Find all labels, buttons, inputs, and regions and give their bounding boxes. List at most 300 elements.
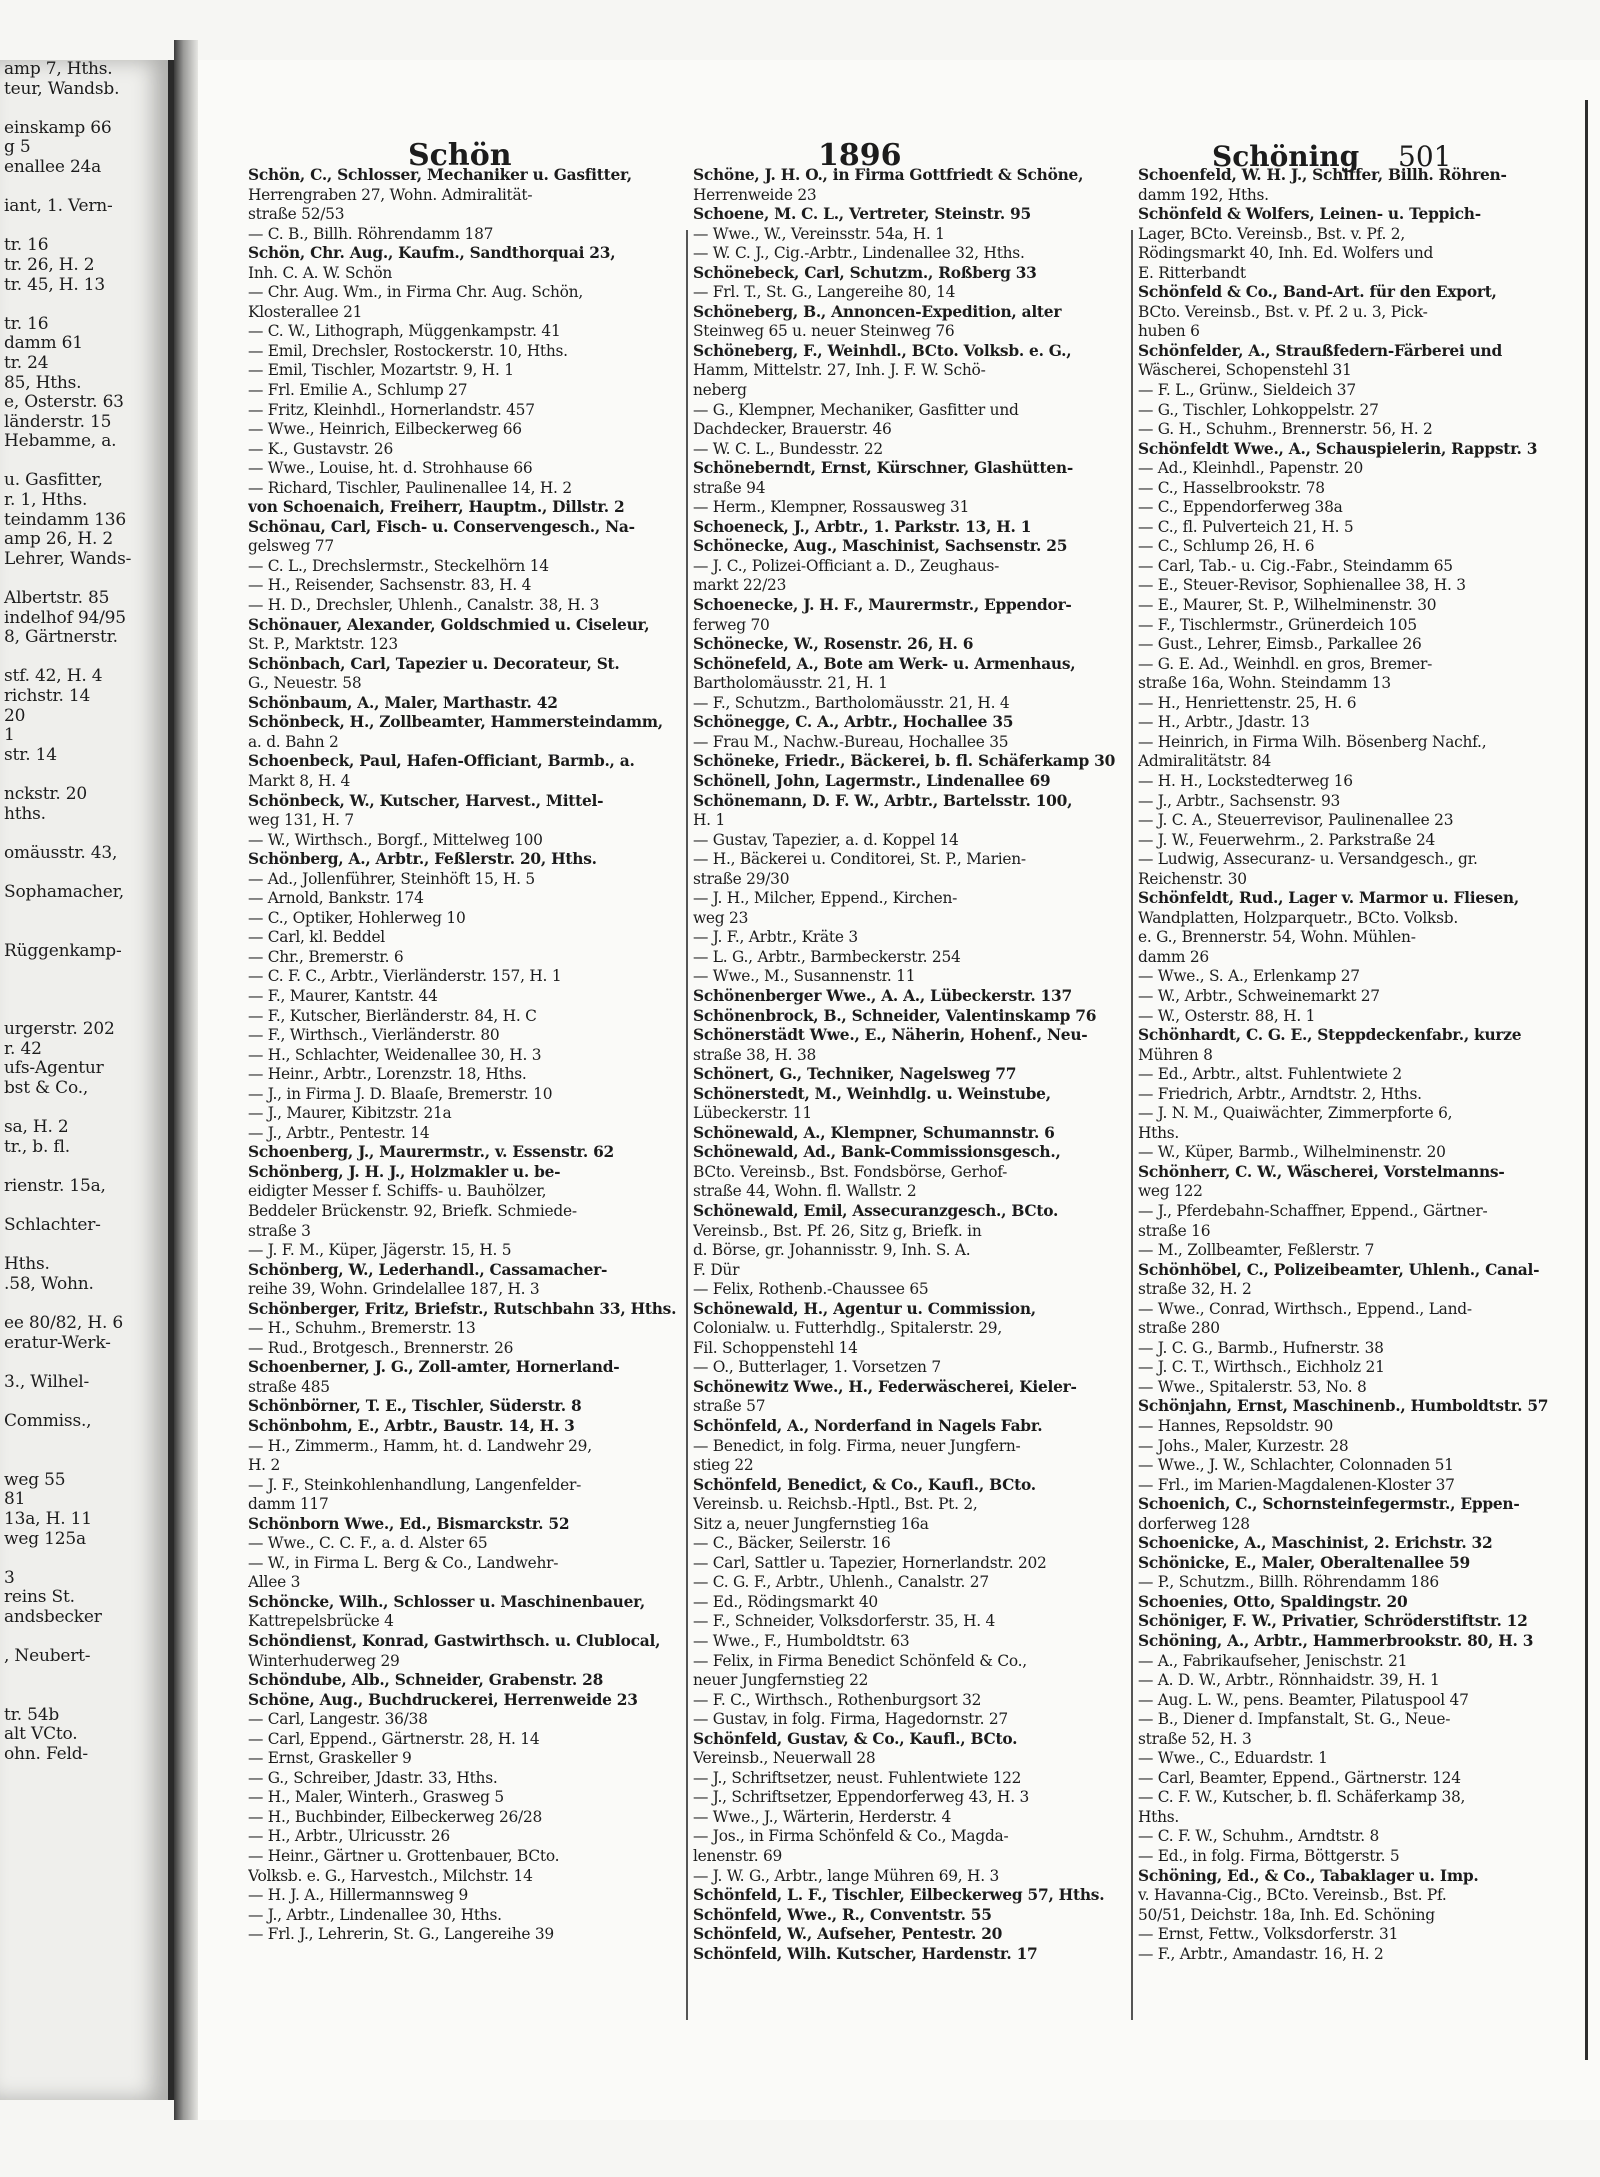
directory-entry: gelsweg 77	[248, 537, 334, 556]
directory-entry: — E., Maurer, St. P., Wilhelminenstr. 30	[1138, 596, 1437, 615]
prev-page-fragment: r. 42	[4, 1038, 42, 1059]
directory-entry: — Wwe., Louise, ht. d. Strohhause 66	[248, 459, 533, 478]
prev-page-fragment: Lehrer, Wands-	[4, 548, 132, 569]
directory-entry: — F., Schneider, Volksdorferstr. 35, H. 4	[693, 1612, 996, 1631]
directory-entry: Schöning, A., Arbtr., Hammerbrookstr. 80, H. 3	[1138, 1632, 1534, 1651]
directory-entry: e. G., Brennerstr. 54, Wohn. Mühlen-	[1138, 928, 1416, 947]
directory-entry: — Herm., Klempner, Rossausweg 31	[693, 498, 970, 517]
directory-entry: Schoenbeck, Paul, Hafen-Officiant, Barmb., a.	[248, 752, 635, 771]
directory-entry: straße 52/53	[248, 205, 345, 224]
directory-entry: — C. B., Billh. Röhrendamm 187	[248, 224, 494, 243]
directory-entry: Schönbeck, H., Zollbeamter, Hammersteindamm,	[248, 713, 663, 732]
directory-entry: ferweg 70	[693, 615, 770, 634]
directory-entry: — C. G. F., Arbtr., Uhlenh., Canalstr. 27	[693, 1573, 989, 1592]
directory-entry: — F., Schutzm., Bartholomäusstr. 21, H. 4	[693, 693, 1010, 712]
directory-entry: Schönenbrock, B., Schneider, Valentinskamp 76	[693, 1006, 1097, 1025]
directory-entry: Schönfeld, L. F., Tischler, Eilbeckerweg 57, Hths.	[693, 1886, 1105, 1905]
directory-entry: — Frl. Emilie A., Schlump 27	[248, 381, 468, 400]
directory-entry: Schönfeld, W., Aufseher, Pentestr. 20	[693, 1925, 1003, 1944]
directory-entry: — Wwe., C., Eduardstr. 1	[1138, 1749, 1328, 1768]
directory-entry: Herrenweide 23	[693, 185, 817, 204]
directory-entry: — F. L., Grünw., Sieldeich 37	[1138, 381, 1356, 400]
prev-page-fragment: e, Osterstr. 63	[4, 392, 124, 413]
directory-entry: — G., Klempner, Mechaniker, Gasfitter und	[693, 400, 1019, 419]
directory-entry: Schöndienst, Konrad, Gastwirthsch. u. Clublocal,	[248, 1632, 661, 1651]
directory-entry: — K., Gustavstr. 26	[248, 439, 393, 458]
directory-entry: — H., Bäckerei u. Conditorei, St. P., Marien-	[693, 850, 1026, 869]
prev-page-fragment: Schlachter-	[4, 1215, 101, 1236]
directory-entry: — J., Maurer, Kibitzstr. 21a	[248, 1104, 452, 1123]
prev-page-fragment	[0, 1001, 168, 1021]
directory-column-3	[1138, 166, 1572, 2066]
directory-entry: weg 23	[693, 908, 749, 927]
directory-entry: — Carl, Sattler u. Tapezier, Hornerlandstr. 202	[693, 1553, 1047, 1572]
directory-entry: Schönecke, Aug., Maschinist, Sachsenstr. 25	[693, 537, 1068, 556]
directory-entry: — Heinrich, in Firma Wilh. Bösenberg Nachf.,	[1138, 732, 1487, 751]
prev-page-fragment: amp 7, Hths.	[4, 60, 113, 79]
prev-page-fragment: 3., Wilhel-	[4, 1371, 90, 1392]
directory-entry: — Fritz, Kleinhdl., Hornerlandstr. 457	[248, 400, 535, 419]
directory-entry: — W. C. L., Bundesstr. 22	[693, 439, 883, 458]
directory-entry: Schönherr, C. W., Wäscherei, Vorstelmanns-	[1138, 1162, 1505, 1181]
directory-entry: — H., Arbtr., Ulricusstr. 26	[248, 1827, 450, 1846]
directory-entry: — P., Schutzm., Billh. Röhrendamm 186	[1138, 1573, 1439, 1592]
prev-page-fragment: Rüggenkamp-	[4, 940, 122, 961]
prev-page-fragment	[0, 1451, 168, 1471]
directory-entry: — W., Wirthsch., Borgf., Mittelweg 100	[248, 830, 543, 849]
directory-entry: — C., Bäcker, Seilerstr. 16	[693, 1534, 891, 1553]
directory-entry: — G. H., Schuhm., Brennerstr. 56, H. 2	[1138, 420, 1433, 439]
directory-entry: Klosterallee 21	[248, 302, 363, 321]
directory-entry: — C., Schlump 26, H. 6	[1138, 537, 1315, 556]
prev-page-fragment: weg 55	[4, 1469, 66, 1490]
prev-page-fragment: rienstr. 15a,	[4, 1175, 106, 1196]
directory-entry: — W., Küper, Barmb., Wilhelminenstr. 20	[1138, 1143, 1446, 1162]
prev-page-fragment: str. 14	[4, 744, 57, 765]
directory-entry: — H., Arbtr., Jdastr. 13	[1138, 713, 1310, 732]
directory-entry: a. d. Bahn 2	[248, 732, 339, 751]
prev-page-fragment	[0, 1667, 168, 1687]
directory-entry: — H. J. A., Hillermannsweg 9	[248, 1886, 469, 1905]
directory-entry: — J., Arbtr., Lindenallee 30, Hths.	[248, 1905, 502, 1924]
header-left-word: Schön	[408, 138, 512, 173]
directory-entry: — J. C. G., Barmb., Hufnerstr. 38	[1138, 1338, 1384, 1357]
directory-entry: Schönberg, W., Lederhandl., Cassamacher-	[248, 1260, 608, 1279]
directory-entry: — H., Reisender, Sachsenstr. 83, H. 4	[248, 576, 532, 595]
prev-page-fragment	[0, 99, 168, 119]
directory-entry: Schöncke, Wilh., Schlosser u. Maschinenbauer,	[248, 1592, 645, 1611]
directory-entry: — Chr. Aug. Wm., in Firma Chr. Aug. Schön,	[248, 283, 583, 302]
directory-entry: — Gustav, Tapezier, a. d. Koppel 14	[693, 830, 959, 849]
directory-entry: — Wwe., Conrad, Wirthsch., Eppend., Land-	[1138, 1299, 1472, 1318]
directory-entry: straße 52, H. 3	[1138, 1729, 1252, 1748]
directory-entry: — F., Wirthsch., Vierländerstr. 80	[248, 1026, 500, 1045]
directory-entry: — G., Schreiber, Jdastr. 33, Hths.	[248, 1768, 498, 1787]
prev-page-fragment: andsbecker	[4, 1606, 102, 1627]
prev-page-fragment	[0, 452, 168, 472]
prev-page-fragment: , Neubert-	[4, 1646, 91, 1667]
directory-entry: Fil. Schoppenstehl 14	[693, 1338, 858, 1357]
directory-entry: — G. E. Ad., Weinhdl. en gros, Bremer-	[1138, 654, 1433, 673]
prev-page-fragment: 81	[4, 1489, 26, 1510]
directory-entry: — H., Schuhm., Bremerstr. 13	[248, 1319, 476, 1338]
directory-entry: — Frl. T., St. G., Langereihe 80, 14	[693, 283, 956, 302]
directory-entry: Schönfeld, Gustav, & Co., Kaufl., BCto.	[693, 1729, 1018, 1748]
directory-entry: — W., in Firma L. Berg & Co., Landwehr-	[248, 1553, 559, 1572]
prev-page-fragment	[0, 178, 168, 198]
directory-entry: Schönborn Wwe., Ed., Bismarckstr. 52	[248, 1514, 570, 1533]
directory-entry: — Chr., Bremerstr. 6	[248, 947, 404, 966]
directory-entry: — F., Kutscher, Bierländerstr. 84, H. C	[248, 1006, 537, 1025]
directory-entry: — J., Schriftsetzer, Eppendorferweg 43, H. 3	[693, 1788, 1030, 1807]
directory-entry: — Frl. J., Lehrerin, St. G., Langereihe 39	[248, 1925, 554, 1944]
prev-page-fragment: teur, Wandsb.	[4, 78, 120, 99]
directory-entry: — A., Fabrikaufseher, Jenischstr. 21	[1138, 1651, 1408, 1670]
directory-entry: Dachdecker, Brauerstr. 46	[693, 420, 892, 439]
previous-page-edge	[0, 60, 174, 2100]
prev-page-fragment: 13a, H. 11	[4, 1508, 92, 1529]
prev-page-fragment: hths.	[4, 803, 46, 824]
directory-entry: — H. H., Lockstedterweg 16	[1138, 771, 1353, 790]
prev-page-fragment: indelhof 94/95	[4, 607, 126, 628]
directory-entry: dorferweg 128	[1138, 1514, 1250, 1533]
directory-entry: straße 57	[693, 1397, 766, 1416]
directory-entry: H. 2	[248, 1456, 280, 1475]
directory-entry: Lübeckerstr. 11	[693, 1104, 812, 1123]
prev-page-fragment	[0, 1549, 168, 1569]
directory-entry: Kattrepelsbrücke 4	[248, 1612, 394, 1631]
prev-page-fragment: Hths.	[4, 1254, 50, 1275]
directory-entry: — Wwe., M., Susannenstr. 11	[693, 967, 916, 986]
prev-page-fragment	[0, 1686, 168, 1706]
directory-entry: — J. W. G., Arbtr., lange Mühren 69, H. 3	[693, 1866, 1000, 1885]
directory-entry: Colonialw. u. Futterhdlg., Spitalerstr. 29,	[693, 1319, 1002, 1338]
directory-entry: straße 94	[693, 478, 766, 497]
directory-entry: Winterhuderweg 29	[248, 1651, 400, 1670]
directory-entry: eidigter Messer f. Schiffs- u. Bauhölzer,	[248, 1182, 547, 1201]
directory-entry: — Johs., Maler, Kurzestr. 28	[1138, 1436, 1349, 1455]
prev-page-fragment: länderstr. 15	[4, 411, 112, 432]
directory-entry: Schönfelder, A., Straußfedern-Färberei und	[1138, 341, 1502, 360]
directory-entry: Schönau, Carl, Fisch- u. Conservengesch., Na-	[248, 517, 635, 536]
directory-entry: Mühren 8	[1138, 1045, 1213, 1064]
prev-page-fragment: r. 1, Hths.	[4, 490, 88, 511]
directory-entry: — C. F. C., Arbtr., Vierländerstr. 157, H. 1	[248, 967, 562, 986]
directory-entry: Schoenicke, A., Maschinist, 2. Erichstr. 32	[1138, 1534, 1493, 1553]
directory-entry: Hths.	[1138, 1123, 1180, 1142]
directory-entry: — Emil, Drechsler, Rostockerstr. 10, Hths.	[248, 341, 568, 360]
directory-entry: — Emil, Tischler, Mozartstr. 9, H. 1	[248, 361, 514, 380]
directory-entry: — M., Zollbeamter, Feßlerstr. 7	[1138, 1241, 1375, 1260]
directory-entry: straße 32, H. 2	[1138, 1280, 1252, 1299]
directory-entry: straße 3	[248, 1221, 311, 1240]
directory-entry: — Ad., Kleinhdl., Papenstr. 20	[1138, 459, 1363, 478]
directory-entry: — Gustav, in folg. Firma, Hagedornstr. 27	[693, 1710, 1008, 1729]
directory-entry: F. Dür	[693, 1260, 740, 1279]
directory-entry: Schönerstädt Wwe., E., Näherin, Hohenf., Neu-	[693, 1026, 1088, 1045]
directory-entry: — Wwe., J., Wärterin, Herderstr. 4	[693, 1807, 952, 1826]
directory-entry: — Wwe., C. C. F., a. d. Alster 65	[248, 1534, 488, 1553]
directory-entry: — J. H., Milcher, Eppend., Kirchen-	[693, 889, 958, 908]
directory-entry: Schönewald, A., Klempner, Schumannstr. 6	[693, 1123, 1055, 1142]
directory-entry: Schönbach, Carl, Tapezier u. Decorateur, St.	[248, 654, 620, 673]
directory-entry: Schönauer, Alexander, Goldschmied u. Ciseleur,	[248, 615, 650, 634]
directory-entry: Schönemann, D. F. W., Arbtr., Bartelsstr. 100,	[693, 791, 1073, 810]
directory-entry: Beddeler Brückenstr. 92, Briefk. Schmiede-	[248, 1201, 577, 1220]
directory-entry: Schönegge, C. A., Arbtr., Hochallee 35	[693, 713, 1014, 732]
directory-entry: Schöniger, F. W., Privatier, Schröderstiftstr. 12	[1138, 1612, 1528, 1631]
directory-entry: E. Ritterbandt	[1138, 263, 1246, 282]
directory-entry: Herrengraben 27, Wohn. Admiralität-	[248, 185, 533, 204]
directory-entry: — W., Osterstr. 88, H. 1	[1138, 1006, 1316, 1025]
directory-entry: — Frl., im Marien-Magdalenen-Kloster 37	[1138, 1475, 1455, 1494]
directory-entry: Schoeneck, J., Arbtr., 1. Parkstr. 13, H. 1	[693, 517, 1032, 536]
prev-page-fragment	[0, 295, 168, 315]
directory-entry: — Heinr., Arbtr., Lorenzstr. 18, Hths.	[248, 1065, 527, 1084]
column-divider	[686, 230, 688, 2020]
directory-entry: Schönbörner, T. E., Tischler, Süderstr. 8	[248, 1397, 582, 1416]
prev-page-fragment: enallee 24a	[4, 156, 102, 177]
directory-entry: weg 131, H. 7	[248, 811, 354, 830]
directory-entry: — Carl, Eppend., Gärtnerstr. 28, H. 14	[248, 1729, 540, 1748]
prev-page-fragment	[0, 1236, 168, 1256]
directory-entry: — Carl, Beamter, Eppend., Gärtnerstr. 124	[1138, 1768, 1461, 1787]
prev-page-fragment: urgerstr. 202	[4, 1019, 115, 1040]
directory-entry: — Felix, Rothenb.-Chaussee 65	[693, 1280, 929, 1299]
prev-page-fragment: 1	[4, 725, 15, 746]
directory-entry: Schöneberndt, Ernst, Kürschner, Glashütten-	[693, 459, 1073, 478]
directory-entry: — Ed., in folg. Firma, Böttgerstr. 5	[1138, 1847, 1400, 1866]
directory-entry: Schöndube, Alb., Schneider, Grabenstr. 28	[248, 1671, 604, 1690]
directory-entry: straße 485	[248, 1377, 330, 1396]
directory-entry: Schönell, John, Lagermstr., Lindenallee 69	[693, 771, 1051, 790]
directory-entry: Lager, BCto. Vereinsb., Bst. v. Pf. 2,	[1138, 224, 1405, 243]
directory-entry: Schönhöbel, C., Polizeibeamter, Uhlenh., Canal-	[1138, 1260, 1540, 1279]
directory-entry: straße 16a, Wohn. Steindamm 13	[1138, 674, 1391, 693]
directory-entry: Vereinsb. u. Reichsb.-Hptl., Bst. Pt. 2,	[693, 1495, 978, 1514]
directory-entry: Schöneberg, B., Annoncen-Expedition, alter	[693, 302, 1062, 321]
directory-entry: — H., Schlachter, Weidenallee 30, H. 3	[248, 1045, 542, 1064]
directory-entry: — Ad., Jollenführer, Steinhöft 15, H. 5	[248, 869, 535, 888]
directory-entry: Vereinsb., Neuerwall 28	[693, 1749, 876, 1768]
directory-entry: — H., Buchbinder, Eilbeckerweg 26/28	[248, 1807, 543, 1826]
directory-entry: — F., Arbtr., Amandastr. 16, H. 2	[1138, 1944, 1384, 1963]
prev-page-fragment: tr. 45, H. 13	[4, 274, 106, 295]
directory-entry: Schönberg, A., Arbtr., Feßlerstr. 20, Hths.	[248, 850, 597, 869]
directory-entry: — C., Hasselbrookstr. 78	[1138, 478, 1325, 497]
directory-column-1	[248, 166, 682, 2066]
directory-entry: — H., Zimmerm., Hamm, ht. d. Landwehr 29,	[248, 1436, 592, 1455]
directory-entry: Admiralitätstr. 84	[1138, 752, 1272, 771]
prev-page-fragment: nckstr. 20	[4, 783, 88, 804]
prev-page-fragment: richstr. 14	[4, 686, 91, 706]
prev-page-fragment: ohn. Feld-	[4, 1744, 88, 1765]
directory-entry: Schönert, G., Techniker, Nagelsweg 77	[693, 1065, 1017, 1084]
directory-entry: — B., Diener d. Impfanstalt, St. G., Neue-	[1138, 1710, 1451, 1729]
prev-page-fragment: 20	[4, 705, 26, 726]
directory-entry: — Hannes, Repsoldstr. 90	[1138, 1417, 1334, 1435]
directory-entry: — Friedrich, Arbtr., Arndtstr. 2, Hths.	[1138, 1084, 1422, 1103]
directory-entry: Schönicke, E., Maler, Oberaltenallee 59	[1138, 1553, 1470, 1572]
directory-entry: Markt 8, H. 4	[248, 771, 351, 790]
directory-entry: BCto. Vereinsb., Bst. Fondsbörse, Gerhof-	[693, 1162, 1008, 1181]
directory-entry: 50/51, Deichstr. 18a, Inh. Ed. Schöning	[1138, 1905, 1435, 1924]
directory-entry: Bartholomäusstr. 21, H. 1	[693, 674, 888, 693]
directory-entry: — Felix, in Firma Benedict Schönfeld & Co.,	[693, 1651, 1027, 1670]
prev-page-fragment	[0, 1157, 168, 1177]
directory-entry: — J., Arbtr., Pentestr. 14	[248, 1123, 430, 1142]
prev-page-fragment: tr. 26, H. 2	[4, 254, 95, 275]
directory-entry: Schönfeldt Wwe., A., Schauspielerin, Rappstr. 3	[1138, 439, 1538, 458]
prev-page-fragment	[0, 1353, 168, 1373]
directory-entry: — F., Maurer, Kantstr. 44	[248, 986, 438, 1005]
prev-page-fragment: damm 61	[4, 333, 83, 354]
directory-entry: damm 26	[1138, 947, 1209, 966]
directory-entry: Allee 3	[248, 1573, 301, 1592]
prev-page-fragment: tr. 16	[4, 313, 49, 334]
directory-entry: Schoenich, C., Schornsteinfegermstr., Eppen-	[1138, 1495, 1520, 1514]
prev-page-fragment: iant, 1. Vern-	[4, 196, 113, 217]
directory-entry: Schönfeld, A., Norderfand in Nagels Fabr.	[693, 1417, 1043, 1435]
directory-entry: H. 1	[693, 811, 725, 830]
prev-page-fragment: sa, H. 2	[4, 1117, 69, 1138]
directory-entry: G., Neuestr. 58	[248, 674, 362, 693]
directory-entry: neuer Jungfernstieg 22	[693, 1671, 869, 1690]
directory-entry: Wandplatten, Holzparquetr., BCto. Volksb.	[1138, 908, 1458, 927]
directory-entry: — Ed., Arbtr., altst. Fuhlentwiete 2	[1138, 1065, 1402, 1084]
directory-entry: — Wwe., J. W., Schlachter, Colonnaden 51	[1138, 1456, 1454, 1475]
directory-entry: Schönewald, Ad., Bank-Commissionsgesch.,	[693, 1143, 1061, 1162]
directory-entry: Vereinsb., Bst. Pf. 26, Sitz g, Briefk. in	[693, 1221, 982, 1240]
prev-page-fragment: einskamp 66	[4, 117, 112, 138]
prev-page-fragment	[0, 1098, 168, 1118]
directory-entry: — Wwe., Heinrich, Eilbeckerweg 66	[248, 420, 522, 439]
column-divider	[1131, 230, 1133, 2020]
directory-entry: — O., Butterlager, 1. Vorsetzen 7	[693, 1358, 941, 1377]
directory-entry: damm 117	[248, 1495, 329, 1514]
prev-page-fragment	[0, 981, 168, 1001]
directory-entry: — Gust., Lehrer, Eimsb., Parkallee 26	[1138, 635, 1422, 654]
directory-entry: Schön, C., Schlosser, Mechaniker u. Gasfitter,	[248, 166, 632, 184]
directory-entry: Inh. C. A. W. Schön	[248, 263, 393, 282]
prev-page-fragment: 3	[4, 1567, 15, 1588]
directory-entry: Schönewitz Wwe., H., Federwäscherei, Kieler-	[693, 1377, 1077, 1396]
directory-entry: — Heinr., Gärtner u. Grottenbauer, BCto.	[248, 1847, 560, 1866]
directory-entry: — F., Tischlermstr., Grünerdeich 105	[1138, 615, 1417, 634]
directory-entry: Schönhardt, C. G. E., Steppdeckenfabr., kurze	[1138, 1026, 1522, 1045]
directory-entry: Schön, Chr. Aug., Kaufm., Sandthorquai 23,	[248, 244, 616, 263]
prev-page-fragment: reins St.	[4, 1587, 75, 1608]
directory-entry: weg 122	[1138, 1182, 1203, 1201]
directory-entry: — J. F., Arbtr., Kräte 3	[693, 928, 858, 947]
directory-entry: — J. C., Polizei-Officiant a. D., Zeughaus-	[693, 556, 1000, 575]
prev-page-fragment	[0, 1294, 168, 1314]
directory-entry: — F. C., Wirthsch., Rothenburgsort 32	[693, 1690, 982, 1709]
directory-entry: Rödingsmarkt 40, Inh. Ed. Wolfers und	[1138, 244, 1434, 263]
directory-entry: — Arnold, Bankstr. 174	[248, 889, 424, 908]
prev-page-fragment: tr., b. fl.	[4, 1136, 70, 1157]
directory-entry: — A. D. W., Arbtr., Rönnhaidstr. 39, H. 1	[1138, 1671, 1440, 1690]
prev-page-fragment	[0, 903, 168, 923]
directory-entry: — C. F. W., Schuhm., Arndtstr. 8	[1138, 1827, 1380, 1846]
book-gutter	[174, 40, 198, 2120]
directory-entry: — H. D., Drechsler, Uhlenh., Canalstr. 38, H. 3	[248, 596, 600, 615]
directory-entry: — Jos., in Firma Schönfeld & Co., Magda-	[693, 1827, 1009, 1846]
directory-entry: — Benedict, in folg. Firma, neuer Jungfern-	[693, 1436, 1021, 1455]
directory-entry: — C., Optiker, Hohlerweg 10	[248, 908, 466, 927]
directory-entry: — W. C. J., Cig.-Arbtr., Lindenallee 32, Hths.	[693, 244, 1025, 263]
directory-entry: huben 6	[1138, 322, 1200, 341]
prev-page-fragment	[0, 824, 168, 844]
prev-page-fragment: Albertstr. 85	[4, 588, 110, 609]
prev-page-fragment	[0, 922, 168, 942]
directory-entry: Schönberger, Fritz, Briefstr., Rutschbahn 33, Hths.	[248, 1299, 677, 1318]
directory-entry: — C. L., Drechslermstr., Steckelhörn 14	[248, 556, 549, 575]
directory-entry: — E., Steuer-Revisor, Sophienallee 38, H. 3	[1138, 576, 1466, 595]
prev-page-fragment	[0, 1628, 168, 1648]
directory-entry: — Wwe., W., Vereinsstr. 54a, H. 1	[693, 224, 945, 243]
prev-page-fragment: teindamm 136	[4, 509, 126, 530]
prev-page-fragment: 85, Hths.	[4, 372, 82, 393]
prev-page-fragment: omäusstr. 43,	[4, 842, 118, 863]
directory-entry: Schönewald, H., Agentur u. Commission,	[693, 1299, 1036, 1318]
directory-entry: — Aug. L. W., pens. Beamter, Pilatuspool 47	[1138, 1690, 1469, 1709]
directory-entry: straße 280	[1138, 1319, 1220, 1338]
prev-page-fragment	[0, 1432, 168, 1452]
directory-entry: — Ernst, Fettw., Volksdorferstr. 31	[1138, 1925, 1399, 1944]
prev-page-fragment: tr. 54b	[4, 1704, 60, 1725]
directory-entry: — J., in Firma J. D. Blaaſe, Bremerstr. 10	[248, 1084, 553, 1103]
directory-entry: Schöne, J. H. O., in Firma Gottfriedt & Schöne,	[693, 166, 1084, 184]
directory-entry: St. P., Marktstr. 123	[248, 635, 398, 654]
directory-entry: Schoenberg, J., Maurermstr., v. Essenstr. 62	[248, 1143, 615, 1162]
directory-page	[198, 60, 1600, 2120]
directory-entry: — Wwe., F., Humboldtstr. 63	[693, 1632, 910, 1651]
directory-entry: markt 22/23	[693, 576, 787, 595]
directory-entry: — C. W., Lithograph, Müggenkampstr. 41	[248, 322, 561, 341]
prev-page-fragment: Commiss.,	[4, 1410, 92, 1431]
directory-entry: neberg	[693, 381, 747, 400]
directory-entry: — J. C. T., Wirthsch., Eichholz 21	[1138, 1358, 1385, 1377]
directory-entry: — J. N. M., Quaiwächter, Zimmerpforte 6,	[1138, 1104, 1453, 1123]
directory-entry: stieg 22	[693, 1456, 754, 1475]
directory-entry: Sitz a, neuer Jungfernstieg 16a	[693, 1514, 929, 1533]
prev-page-fragment: Hebamme, a.	[4, 431, 117, 452]
directory-entry: Schönefeld, A., Bote am Werk- u. Armenhaus,	[693, 654, 1076, 673]
directory-entry: BCto. Vereinsb., Bst. v. Pf. 2 u. 3, Pick-	[1138, 302, 1428, 321]
directory-entry: Schöneke, Friedr., Bäckerei, b. fl. Schäferkamp 30	[693, 752, 1116, 771]
directory-entry: Reichenstr. 30	[1138, 869, 1247, 888]
directory-entry: — J. F., Steinkohlenhandlung, Langenfelder-	[248, 1475, 582, 1494]
directory-entry: reihe 39, Wohn. Grindelallee 187, H. 3	[248, 1280, 540, 1299]
directory-entry: — W., Arbtr., Schweinemarkt 27	[1138, 986, 1380, 1005]
prev-page-fragment: tr. 16	[4, 235, 49, 256]
directory-entry: Schöning, Ed., & Co., Tabaklager u. Imp.	[1138, 1866, 1479, 1885]
directory-entry: damm 192, Hths.	[1138, 185, 1269, 204]
directory-entry: — J. F. M., Küper, Jägerstr. 15, H. 5	[248, 1241, 512, 1260]
directory-entry: Schönfeldt, Rud., Lager v. Marmor u. Fliesen,	[1138, 889, 1519, 908]
directory-entry: Schönfeld, Wilh. Kutscher, Hardenstr. 17	[693, 1944, 1038, 1963]
directory-entry: Schönfeld & Wolfers, Leinen- u. Teppich-	[1138, 205, 1481, 224]
directory-entry: — C. F. W., Kutscher, b. fl. Schäferkamp 38,	[1138, 1788, 1466, 1807]
directory-entry: Schönbohm, E., Arbtr., Baustr. 14, H. 3	[248, 1417, 575, 1435]
directory-entry: Schöne, Aug., Buchdruckerei, Herrenweide 23	[248, 1690, 638, 1709]
directory-entry: Volksb. e. G., Harvestch., Milchstr. 14	[248, 1866, 533, 1885]
directory-entry: Schoenies, Otto, Spaldingstr. 20	[1138, 1592, 1408, 1611]
directory-entry: Hths.	[1138, 1807, 1180, 1826]
directory-entry: — C., fl. Pulverteich 21, H. 5	[1138, 517, 1354, 536]
prev-page-fragment	[0, 863, 168, 883]
